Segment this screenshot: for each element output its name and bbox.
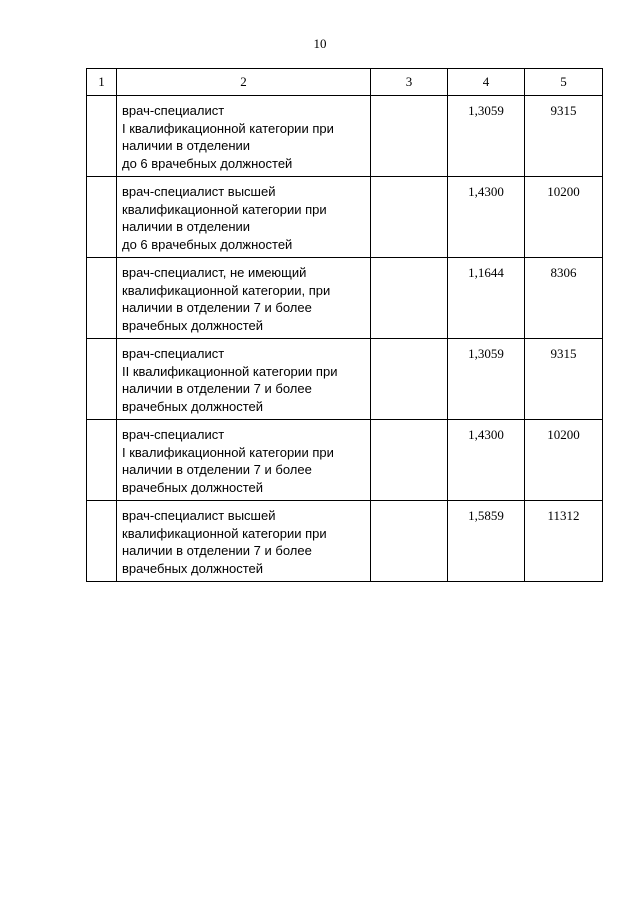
table-header: [87, 69, 603, 96]
position-description-cell: [117, 420, 371, 501]
salary-table: [86, 68, 603, 582]
description-line: врач-специалист высшей: [122, 508, 276, 523]
position-description-cell: [117, 96, 371, 177]
position-description-cell: [117, 177, 371, 258]
position-description-cell: [117, 339, 371, 420]
coefficient-cell: 1,5859: [448, 501, 525, 582]
header-col-3: 3: [371, 69, 448, 96]
description-line: врачебных должностей: [122, 398, 264, 414]
table-row: [87, 177, 603, 258]
description-line: врач-специалист: [122, 427, 225, 442]
position-description-cell: [117, 258, 371, 339]
column-3-cell: [371, 339, 448, 420]
header-col-1: 1: [87, 69, 117, 96]
row-number-cell: [87, 258, 117, 339]
description-line: наличии в отделении 7 и более: [122, 300, 312, 315]
table-row: [87, 339, 603, 420]
description-line: наличии в отделении 7 и более: [122, 543, 312, 558]
amount-cell: 8306: [525, 258, 603, 339]
table-row: [87, 501, 603, 582]
coefficient-cell: 1,1644: [448, 258, 525, 339]
amount-cell: 9315: [525, 339, 603, 420]
description-line: квалификационной категории, при: [122, 282, 331, 298]
description-line: врачебных должностей: [122, 479, 264, 495]
description-line: врачебных должностей: [122, 317, 264, 333]
description-line: наличии в отделении 7 и более: [122, 381, 312, 396]
column-3-cell: [371, 258, 448, 339]
description-line: до 6 врачебных должностей: [122, 236, 293, 252]
amount-cell: 10200: [525, 420, 603, 501]
amount-cell: 9315: [525, 96, 603, 177]
description-line: II квалификационной категории при: [122, 363, 338, 379]
row-number-cell: [87, 177, 117, 258]
coefficient-cell: 1,4300: [448, 177, 525, 258]
column-3-cell: [371, 501, 448, 582]
row-number-cell: [87, 420, 117, 501]
description-line: врач-специалист высшей: [122, 184, 276, 199]
table-row: [87, 258, 603, 339]
amount-cell: 11312: [525, 501, 603, 582]
coefficient-cell: 1,4300: [448, 420, 525, 501]
position-description-cell: [117, 501, 371, 582]
header-col-2: 2: [117, 69, 371, 96]
description-line: I квалификационной категории при: [122, 120, 334, 136]
description-line: до 6 врачебных должностей: [122, 155, 293, 171]
amount-cell: 10200: [525, 177, 603, 258]
description-line: врач-специалист, не имеющий: [122, 265, 307, 280]
description-line: наличии в отделении 7 и более: [122, 462, 312, 477]
description-line: врач-специалист: [122, 346, 225, 361]
header-row: [87, 69, 603, 96]
row-number-cell: [87, 96, 117, 177]
column-3-cell: [371, 420, 448, 501]
header-col-4: 4: [448, 69, 525, 96]
description-line: квалификационной категории при: [122, 201, 327, 217]
table-row: [87, 420, 603, 501]
coefficient-cell: 1,3059: [448, 96, 525, 177]
header-col-5: 5: [525, 69, 603, 96]
row-number-cell: [87, 501, 117, 582]
row-number-cell: [87, 339, 117, 420]
page-number: 10: [313, 36, 327, 51]
description-line: наличии в отделении: [122, 138, 251, 153]
description-line: наличии в отделении: [122, 219, 251, 234]
description-line: квалификационной категории при: [122, 525, 327, 541]
coefficient-cell: 1,3059: [448, 339, 525, 420]
description-line: врачебных должностей: [122, 560, 264, 576]
column-3-cell: [371, 177, 448, 258]
table-body: [87, 96, 603, 582]
description-line: I квалификационной категории при: [122, 444, 334, 460]
description-line: врач-специалист: [122, 103, 225, 118]
table-row: [87, 96, 603, 177]
column-3-cell: [371, 96, 448, 177]
